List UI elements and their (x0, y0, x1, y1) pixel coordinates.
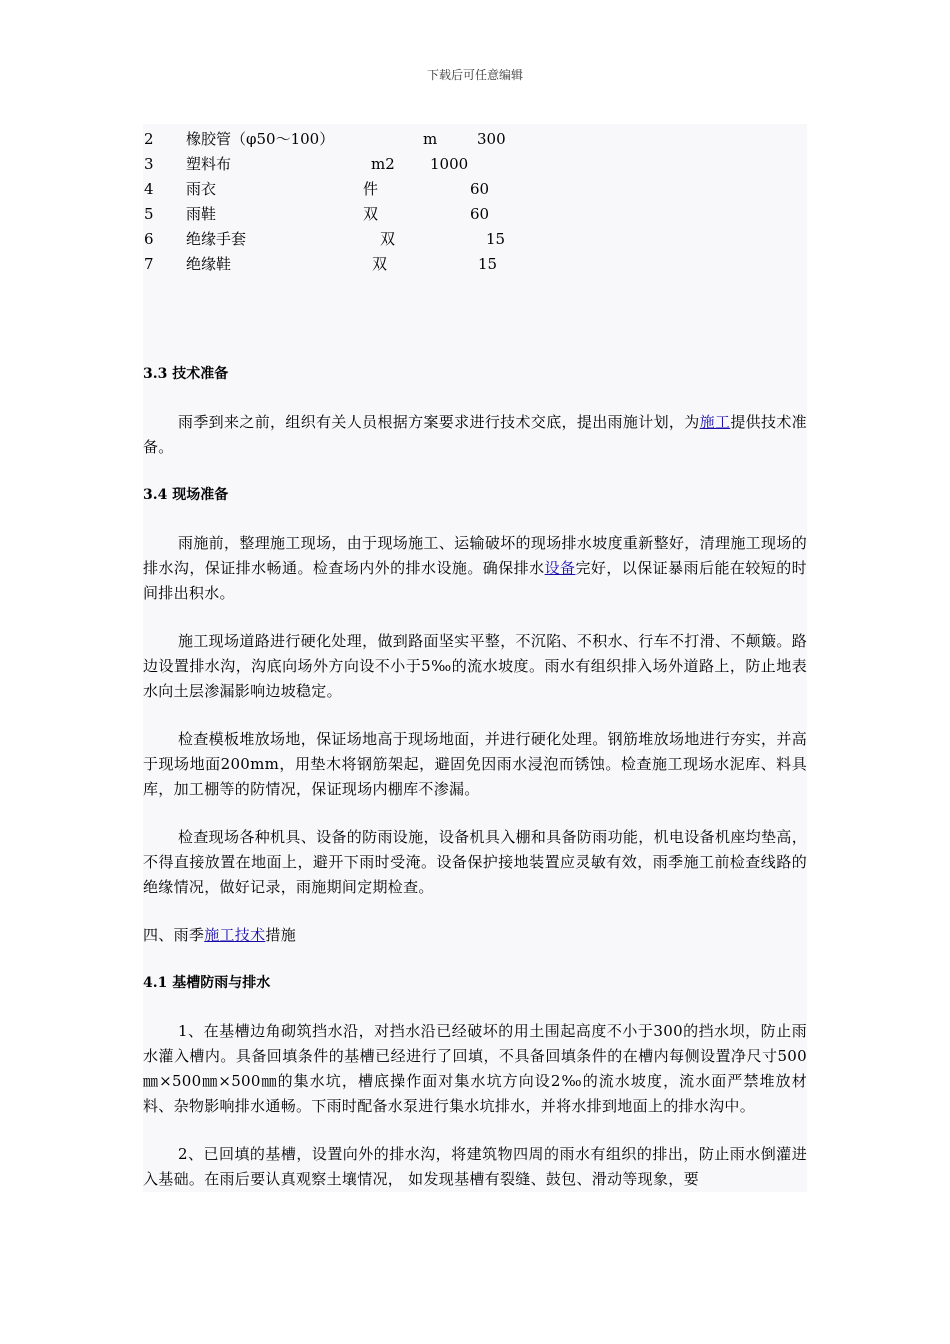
row-unit: 件 (363, 180, 379, 198)
paragraph: 施工现场道路进行硬化处理，做到路面坚实平整，不沉陷、不积水、行车不打滑、不颠簸。路边设置排水沟，沟底向场外方向设不小于5‰的流水坡度。雨水有组织排入场外道路上，防止地表水向土层渗漏影响边坡稳定。 (143, 632, 807, 700)
row-quantity: 1000 (430, 155, 469, 173)
paragraph: 检查现场各种机具、设备的防雨设施，设备机具入棚和具备防雨功能，机电设备机座均垫高，不得直接放置在地面上，避开下雨时受淹。设备保护接地装置应灵敏有效，雨季施工前检查线路的绝缘情况，做好记录，雨施期间定期检查。 (143, 828, 807, 896)
section-3-4-title: 3.4 现场准备 (143, 487, 229, 503)
row-unit: m (423, 130, 438, 148)
paragraph: 雨施前，整理施工现场，由于现场施工、运输破坏的现场排水坡度重新整好，清理施工现场的排水沟，保证排水畅通。检查场内外的排水设施。确保排水设备完好，以保证暴雨后能在较短的时间排出积水。 (143, 534, 807, 602)
table-row (143, 227, 807, 252)
table-row (143, 177, 807, 202)
link-construction-technology[interactable]: 施工技术 (204, 926, 266, 944)
row-quantity: 60 (470, 180, 490, 198)
section-4-1-title: 4.1 基槽防雨与排水 (143, 975, 271, 991)
row-quantity: 60 (470, 205, 490, 223)
row-unit: 双 (363, 205, 379, 223)
row-quantity: 15 (478, 255, 498, 273)
row-number: 6 (144, 230, 154, 248)
row-unit: 双 (372, 255, 388, 273)
row-quantity: 300 (477, 130, 506, 148)
paragraph: 1、在基槽边角砌筑挡水沿，对挡水沿已经破坏的用土围起高度不小于300的挡水坝，防止雨水灌入槽内。具备回填条件的基槽已经进行了回填，不具备回填条件的在槽内每侧设置净尺寸500㎜×500㎜×500㎜的集水坑，槽底操作面对集水坑方向设2‰的流水坡度，流水面严禁堆放材料、杂物影响排水通畅。下雨时配备水泵进行集水坑排水，并将水排到地面上的排水沟中。 (143, 1022, 807, 1115)
table-row (143, 127, 807, 152)
paragraph: 2、已回填的基槽，设置向外的排水沟，将建筑物四周的雨水有组织的排出，防止雨水倒灌进入基础。在雨后要认真观察土壤情况， 如发现基槽有裂缝、鼓包、滑动等现象，要 (143, 1145, 807, 1188)
row-number: 2 (144, 130, 154, 148)
link-equipment[interactable]: 设备 (544, 559, 576, 577)
row-item-name: 塑料布 (186, 155, 232, 173)
document-body (143, 124, 807, 1192)
row-unit: 双 (380, 230, 396, 248)
row-item-name: 橡胶管（φ50～100） (186, 130, 335, 148)
row-item-name: 雨衣 (186, 180, 217, 198)
paragraph: 检查模板堆放场地，保证场地高于现场地面，并进行硬化处理。钢筋堆放场地进行夯实，并高于现场地面200mm，用垫木将钢筋架起，避固免因雨水浸泡而锈蚀。检查施工现场水泥库、料具库，加工棚等的防情况，保证现场内棚库不渗漏。 (143, 730, 808, 798)
materials-table (143, 124, 807, 277)
row-unit: m2 (371, 155, 395, 173)
row-number: 3 (144, 155, 154, 173)
link-construction[interactable]: 施工 (699, 413, 731, 431)
row-number: 7 (144, 255, 154, 273)
row-item-name: 雨鞋 (186, 205, 217, 223)
row-number: 4 (144, 180, 154, 198)
row-item-name: 绝缘鞋 (186, 255, 232, 273)
row-item-name: 绝缘手套 (186, 230, 247, 248)
table-row (143, 202, 807, 227)
section-4-title: 四、雨季施工技术措施 (143, 926, 297, 944)
section-3-3-title: 3.3 技术准备 (143, 366, 229, 382)
paragraph: 雨季到来之前，组织有关人员根据方案要求进行技术交底，提出雨施计划，为施工提供技术准备。 (143, 413, 807, 456)
table-row (143, 152, 807, 177)
page-header: 下载后可任意编辑 (426, 68, 523, 82)
row-number: 5 (144, 205, 154, 223)
table-row (143, 252, 807, 277)
row-quantity: 15 (486, 230, 506, 248)
